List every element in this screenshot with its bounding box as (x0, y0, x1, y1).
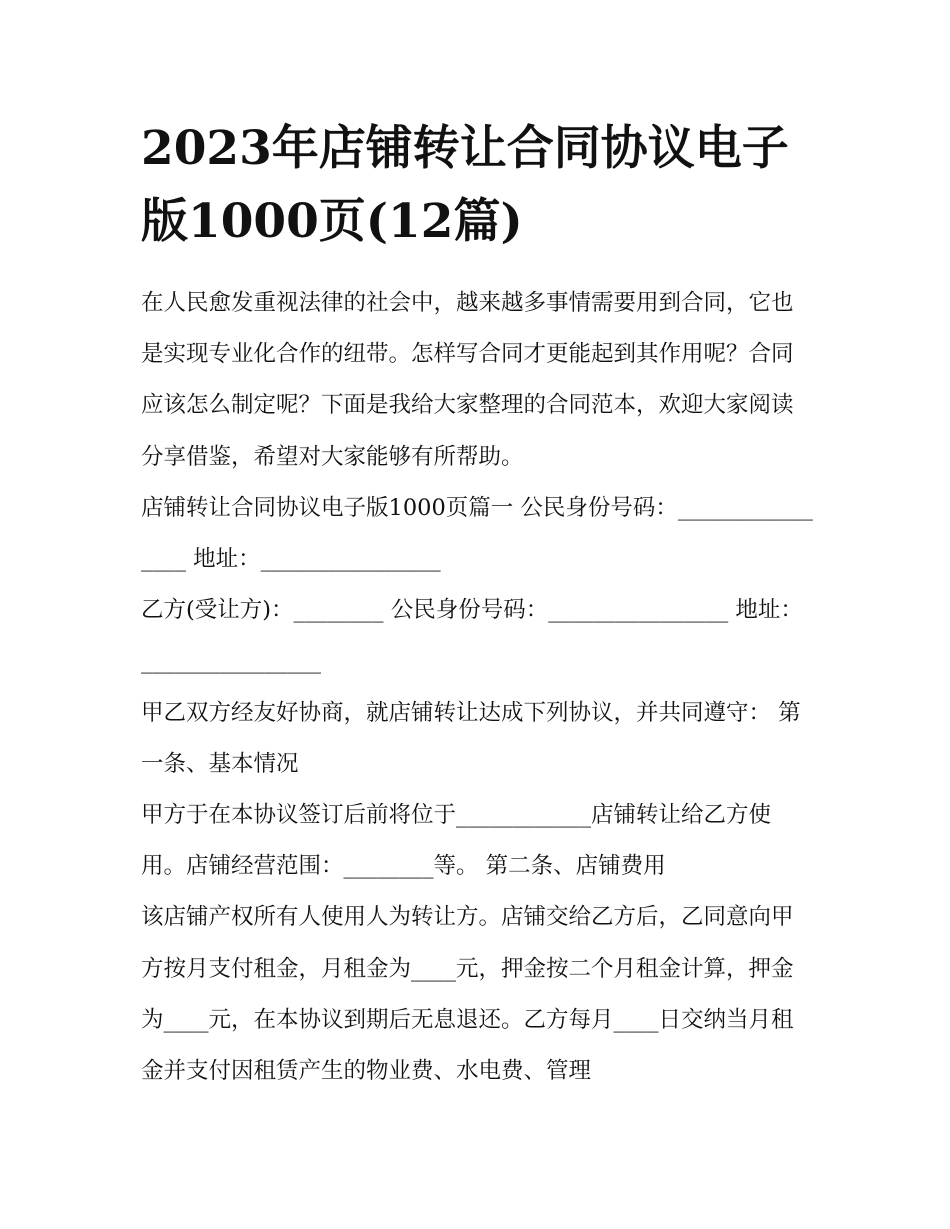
paragraph-agreement: 甲乙双方经友好协商，就店铺转让达成下列协议，并共同遵守： 第一条、基本情况 (141, 699, 801, 777)
document-body (141, 112, 813, 1097)
paragraph-party-b: 乙方(受让方)：________ 公民身份号码：________________ 地址：________________ (141, 597, 803, 675)
paragraph-intro: 在人民愈发重视法律的社会中，越来越多事情需要用到合同，它也是实现专业化合作的纽带。怎样写合同才更能起到其作用呢？合同应该怎么制定呢？下面是我给大家整理的合同范本，欢迎大家阅读分享借鉴，希望对大家能够有所帮助。 (141, 290, 794, 470)
document-title: 2023年店铺转让合同协议电子版1000页(12篇) (141, 121, 789, 249)
paragraph-article-1: 甲方于在本协议签订后前将位于____________店铺转让给乙方使用。店铺经营范围：________等。 第二条、店铺费用 (141, 802, 772, 880)
paragraph-party-a: 店铺转让合同协议电子版1000页篇一 公民身份号码：________________ 地址：________________ (141, 494, 813, 573)
paragraph-article-2: 该店铺产权所有人使用人为转让方。店铺交给乙方后，乙同意向甲方按月支付租金，月租金为____元，押金按二个月租金计算，押金为____元，在本协议到期后无息退还。乙方每月____日交纳当月租金并支付因租赁产生的物业费、水电费、管理 (141, 904, 794, 1085)
